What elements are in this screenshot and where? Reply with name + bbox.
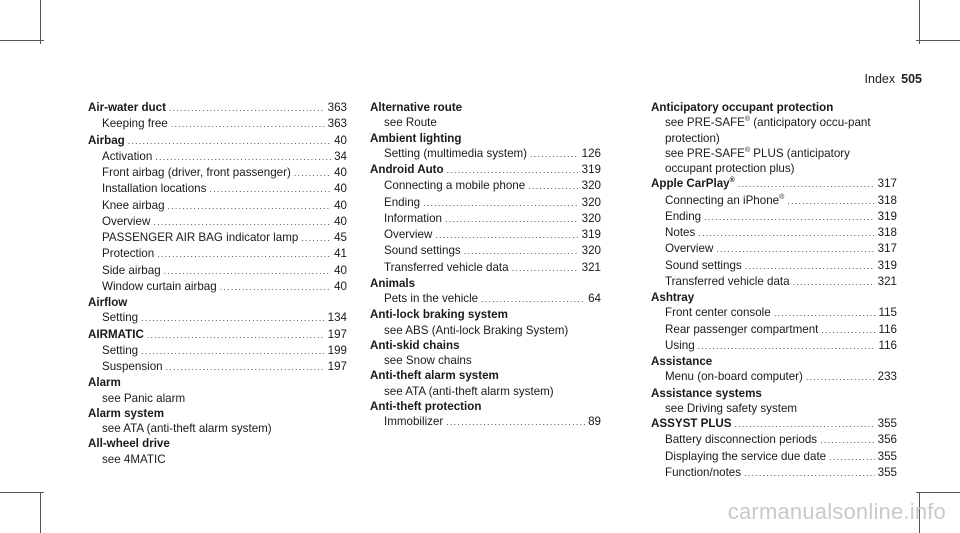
subentry-label[interactable]: Using <box>665 338 695 352</box>
term-text: Apple CarPlay <box>651 177 730 191</box>
index-entry-air-water-duct <box>88 100 347 133</box>
subentry-label[interactable]: Overview <box>384 228 433 241</box>
subentry-label[interactable]: Battery disconnection periods <box>665 433 818 447</box>
subentry-label[interactable]: Rear passenger compartment <box>665 322 819 336</box>
entry-term[interactable]: Air-water duct <box>88 101 166 114</box>
subentry-label[interactable]: Ending <box>665 209 702 223</box>
subentry-label[interactable]: Menu (on-board computer) <box>665 370 803 384</box>
subentry-page[interactable]: 363 <box>327 117 347 131</box>
entry-term[interactable]: Ambient lighting <box>370 131 462 145</box>
see-reference[interactable]: see 4MATIC <box>102 452 166 466</box>
subentry-label[interactable]: Overview <box>102 214 151 228</box>
subentry-label[interactable]: Front center console <box>665 306 771 320</box>
subentry-label[interactable]: Suspension <box>102 360 163 373</box>
registered-mark: ® <box>779 193 785 201</box>
registered-mark: ® <box>729 177 735 185</box>
index-entry-anti-lock-braking <box>370 307 601 338</box>
subentry-label[interactable]: Transferred vehicle data <box>665 274 790 288</box>
index-entry-airbag <box>88 133 347 296</box>
entry-term[interactable]: Android Auto <box>370 163 444 176</box>
subentry-page[interactable]: 89 <box>588 415 601 428</box>
see-reference[interactable]: see Snow chains <box>384 354 472 367</box>
subentry-label[interactable]: Installation locations <box>102 182 207 196</box>
index-entry-assistance-systems <box>651 386 897 417</box>
subentry-label[interactable]: Knee airbag <box>102 198 165 212</box>
entry-page[interactable]: 197 <box>327 327 347 341</box>
subentry-label[interactable]: PASSENGER AIR BAG indicator lamp <box>102 231 299 244</box>
entry-page[interactable]: 317 <box>877 177 897 191</box>
entry-term[interactable]: Alarm system <box>88 406 165 420</box>
see-reference[interactable] <box>651 146 897 177</box>
subentry-page[interactable]: 40 <box>334 182 347 196</box>
see-reference[interactable] <box>651 115 897 146</box>
see-reference[interactable]: see ATA (anti-theft alarm system) <box>384 384 554 398</box>
see-reference[interactable]: see Route <box>384 116 437 130</box>
see-reference[interactable]: see ATA (anti-theft alarm system) <box>102 422 272 435</box>
entry-page[interactable]: 363 <box>327 101 347 114</box>
crop-mark-tr-h <box>916 40 960 41</box>
index-entry-anticipatory-occupant-protection <box>651 100 897 176</box>
page-number: 505 <box>901 72 922 86</box>
entry-term[interactable]: AIRMATIC <box>88 327 144 341</box>
index-column-1 <box>88 100 347 467</box>
subentry-label[interactable]: Overview <box>665 242 714 256</box>
index-entry-assyst-plus <box>651 416 897 481</box>
subentry-page[interactable]: 356 <box>877 433 897 447</box>
subentry-page[interactable]: 199 <box>327 343 347 357</box>
entry-term[interactable]: Assistance systems <box>651 386 762 400</box>
subentry-label[interactable]: Pets in the vehicle <box>384 292 479 305</box>
subentry-page[interactable]: 134 <box>327 311 347 325</box>
subentry-page[interactable]: 355 <box>877 465 897 479</box>
subentry-label[interactable]: Protection <box>102 247 155 261</box>
subentry-page[interactable]: 321 <box>581 260 601 274</box>
entry-term[interactable]: Anticipatory occupant protection <box>651 101 834 114</box>
subentry-label[interactable] <box>665 193 784 208</box>
subentry-page[interactable]: 40 <box>334 166 347 179</box>
crop-mark-tr-v <box>919 0 920 44</box>
subentry-page[interactable]: 34 <box>334 149 347 163</box>
running-header <box>865 72 922 86</box>
crop-mark-tl-h <box>0 40 44 41</box>
subentry-page[interactable]: 40 <box>334 279 347 293</box>
entry-term[interactable] <box>651 176 735 191</box>
index-entry-animals <box>370 276 601 308</box>
section-title: Index <box>864 72 896 86</box>
see-text: see PRE-SAFE <box>665 146 745 160</box>
subentry-label[interactable]: Immobilizer <box>384 415 444 428</box>
subentry-page[interactable]: 320 <box>581 211 601 225</box>
subentry-label[interactable]: Keeping free <box>102 117 168 131</box>
index-entry-assistance <box>651 354 897 386</box>
entry-term[interactable]: Animals <box>370 276 416 290</box>
subentry-text: Connecting an iPhone <box>665 193 780 207</box>
subentry-page[interactable]: 116 <box>878 338 897 352</box>
entry-term[interactable]: Airflow <box>88 296 128 309</box>
index-entry-anti-skid-chains <box>370 338 601 369</box>
subentry-page[interactable]: 40 <box>334 214 347 228</box>
entry-page[interactable]: 40 <box>334 133 347 147</box>
crop-mark-br-h <box>916 492 960 493</box>
subentry-page[interactable]: 319 <box>581 228 601 241</box>
entry-term[interactable]: Ashtray <box>651 291 695 304</box>
entry-page[interactable]: 355 <box>877 417 897 430</box>
registered-mark: ® <box>744 116 751 124</box>
entry-term[interactable]: Anti-lock braking system <box>370 308 508 322</box>
subentry-label[interactable]: Side airbag <box>102 263 161 277</box>
index-entry-anti-theft-alarm <box>370 368 601 399</box>
subentry-label[interactable]: Function/notes <box>665 465 742 479</box>
subentry-label[interactable]: Transferred vehicle data <box>384 260 509 274</box>
see-reference[interactable]: see Panic alarm <box>102 391 186 405</box>
subentry-label[interactable]: Displaying the service due date <box>665 449 827 463</box>
index-column-3 <box>651 100 897 481</box>
index-entry-alternative-route <box>370 100 601 131</box>
index-entry-alarm <box>88 375 347 406</box>
subentry-page[interactable]: 355 <box>877 449 897 463</box>
entry-term[interactable]: Anti-theft protection <box>370 399 482 413</box>
index-entry-anti-theft-protection <box>370 399 601 431</box>
entry-term[interactable]: Airbag <box>88 133 125 147</box>
subentry-page[interactable]: 320 <box>581 179 601 193</box>
index-entry-all-wheel-drive <box>88 436 347 467</box>
see-text: (anticipatory occu-pant protection) <box>665 116 871 145</box>
subentry-page[interactable]: 319 <box>877 209 897 223</box>
index-entry-apple-carplay <box>651 176 897 290</box>
entry-term[interactable]: Alarm <box>88 376 121 390</box>
subentry-page[interactable]: 115 <box>878 306 897 320</box>
subentry-page[interactable]: 319 <box>877 258 897 272</box>
subentry-page[interactable]: 126 <box>581 146 601 160</box>
subentry-page[interactable]: 318 <box>877 226 897 239</box>
subentry-page[interactable]: 64 <box>588 292 601 305</box>
crop-mark-bl-v <box>40 492 41 533</box>
entry-term[interactable]: Alternative route <box>370 101 463 114</box>
subentry-label[interactable]: Ending <box>384 195 421 209</box>
subentry-label[interactable]: Window curtain airbag <box>102 279 217 293</box>
crop-mark-bl-h <box>0 492 44 493</box>
index-entry-airmatic <box>88 327 347 376</box>
crop-mark-tl-v <box>40 0 41 44</box>
subentry-page[interactable]: 317 <box>877 242 897 256</box>
subentry-label[interactable]: Setting <box>102 311 139 325</box>
subentry-page[interactable]: 233 <box>877 370 897 384</box>
subentry-page[interactable]: 320 <box>581 244 601 258</box>
index-entry-alarm-system <box>88 406 347 437</box>
subentry-label[interactable]: Front airbag (driver, front passenger) <box>102 166 291 179</box>
subentry-label[interactable]: Sound settings <box>665 258 742 272</box>
subentry-page[interactable]: 320 <box>581 195 601 209</box>
subentry-label[interactable]: Sound settings <box>384 244 461 258</box>
subentry-label[interactable]: Setting (multimedia system) <box>384 146 528 160</box>
entry-page[interactable]: 319 <box>581 163 601 176</box>
entry-term[interactable]: Assistance <box>651 355 713 368</box>
subentry-page[interactable]: 197 <box>327 360 347 373</box>
index-entry-ambient-lighting <box>370 131 601 163</box>
subentry-label[interactable]: Information <box>384 211 442 225</box>
see-text: see PRE-SAFE <box>665 116 745 130</box>
entry-term[interactable]: Anti-skid chains <box>370 338 460 352</box>
index-entry-android-auto <box>370 162 601 276</box>
index-entry-ashtray <box>651 290 897 354</box>
see-reference[interactable]: see ABS (Anti-lock Braking System) <box>384 323 569 337</box>
registered-mark: ® <box>744 146 751 154</box>
subentry-page[interactable]: 40 <box>334 198 347 212</box>
subentry-page[interactable]: 321 <box>877 274 897 288</box>
subentry-label[interactable]: Notes <box>665 226 696 239</box>
entry-term[interactable]: Anti-theft alarm system <box>370 369 499 383</box>
see-text: PLUS (anticipatory occupant protection plus) <box>665 146 850 175</box>
watermark-logo: carmanualsonline.info <box>727 499 946 524</box>
subentry-label[interactable]: Connecting a mobile phone <box>384 179 526 193</box>
subentry-label[interactable]: Setting <box>102 343 139 357</box>
subentry-label[interactable]: Activation <box>102 149 153 163</box>
entry-term[interactable]: All-wheel drive <box>88 437 170 451</box>
subentry-page[interactable]: 40 <box>334 263 347 277</box>
see-reference[interactable]: see Driving safety system <box>665 401 798 415</box>
subentry-page[interactable]: 41 <box>334 247 347 261</box>
subentry-page[interactable]: 318 <box>877 193 897 207</box>
subentry-page[interactable]: 116 <box>878 322 897 336</box>
index-entry-airflow <box>88 295 347 327</box>
entry-term[interactable]: ASSYST PLUS <box>651 417 732 430</box>
subentry-page[interactable]: 45 <box>334 231 347 244</box>
index-column-2 <box>370 100 601 430</box>
